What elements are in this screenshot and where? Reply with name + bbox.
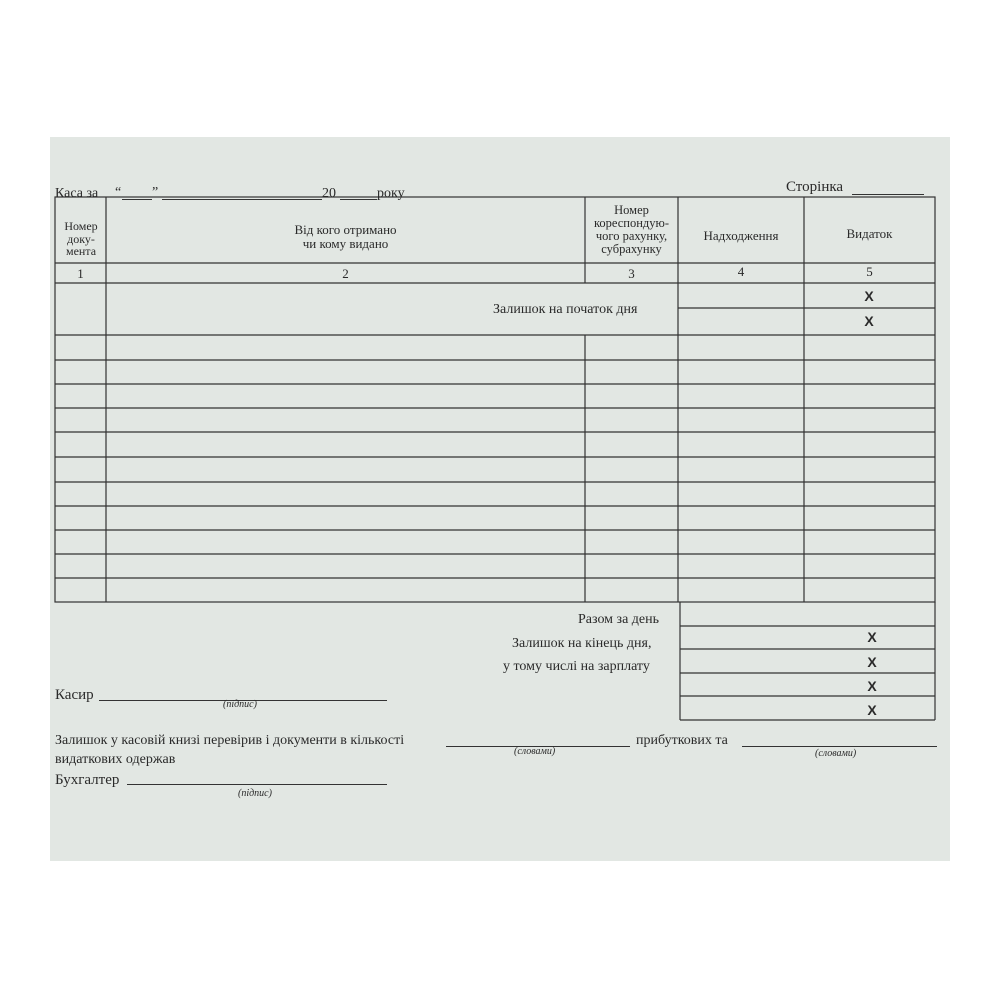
opening-balance-label: Залишок на початок дня [493, 302, 638, 317]
year-prefix: 20 [322, 186, 336, 201]
cashier-signature-hint: (підпис) [223, 699, 257, 710]
accountant-signature-hint: (підпис) [238, 788, 272, 799]
year-suffix: року [377, 186, 405, 201]
year-field[interactable] [340, 199, 377, 200]
col-number-2: 2 [342, 266, 349, 281]
col-header-from-whom: Від кого отримано чи кому видано [294, 222, 397, 251]
col-header-expense: Видаток [846, 226, 893, 241]
x-mark-opening-1: X [864, 288, 874, 304]
day-field[interactable] [122, 199, 152, 200]
quote-open: “ [115, 185, 122, 200]
outgoing-label: видаткових одержав [55, 752, 176, 767]
month-field[interactable] [162, 199, 322, 200]
kasa-label: Каса за [55, 186, 99, 201]
col-number-3: 3 [628, 266, 635, 281]
accountant-label: Бухгалтер [55, 772, 120, 788]
x-mark-summary-2: X [867, 654, 877, 670]
words-hint-1: (словами) [514, 746, 556, 757]
incoming-label: прибуткових та [636, 733, 728, 748]
page-label: Сторінка [786, 179, 844, 195]
x-mark-summary-1: X [867, 629, 877, 645]
total-for-day-label: Разом за день [578, 612, 659, 627]
page-number-field[interactable] [852, 194, 924, 195]
x-mark-opening-2: X [864, 313, 874, 329]
col-number-1: 1 [77, 266, 84, 281]
x-mark-summary-3: X [867, 678, 877, 694]
col-header-income: Надходження [703, 228, 779, 243]
accountant-signature-field[interactable] [127, 784, 387, 785]
col-header-account: Номер кореспондую- чого рахунку, субрахунку [593, 203, 670, 257]
col-number-4: 4 [737, 264, 745, 279]
closing-balance-label: Залишок на кінець дня, [512, 636, 652, 651]
col-header-doc-number: Номер доку- мента [64, 219, 98, 259]
col-number-5: 5 [866, 264, 873, 279]
salary-label: у тому числі на зарплату [503, 659, 650, 674]
outgoing-docs-count-field[interactable] [742, 746, 937, 747]
cashier-label: Касир [55, 687, 94, 703]
words-hint-2: (словами) [815, 748, 857, 759]
x-mark-summary-4: X [867, 702, 877, 718]
quote-close: ” [152, 185, 159, 200]
table-border [55, 197, 935, 602]
verification-text: Залишок у касовій книзі перевірив і документи в кількості [55, 733, 405, 748]
